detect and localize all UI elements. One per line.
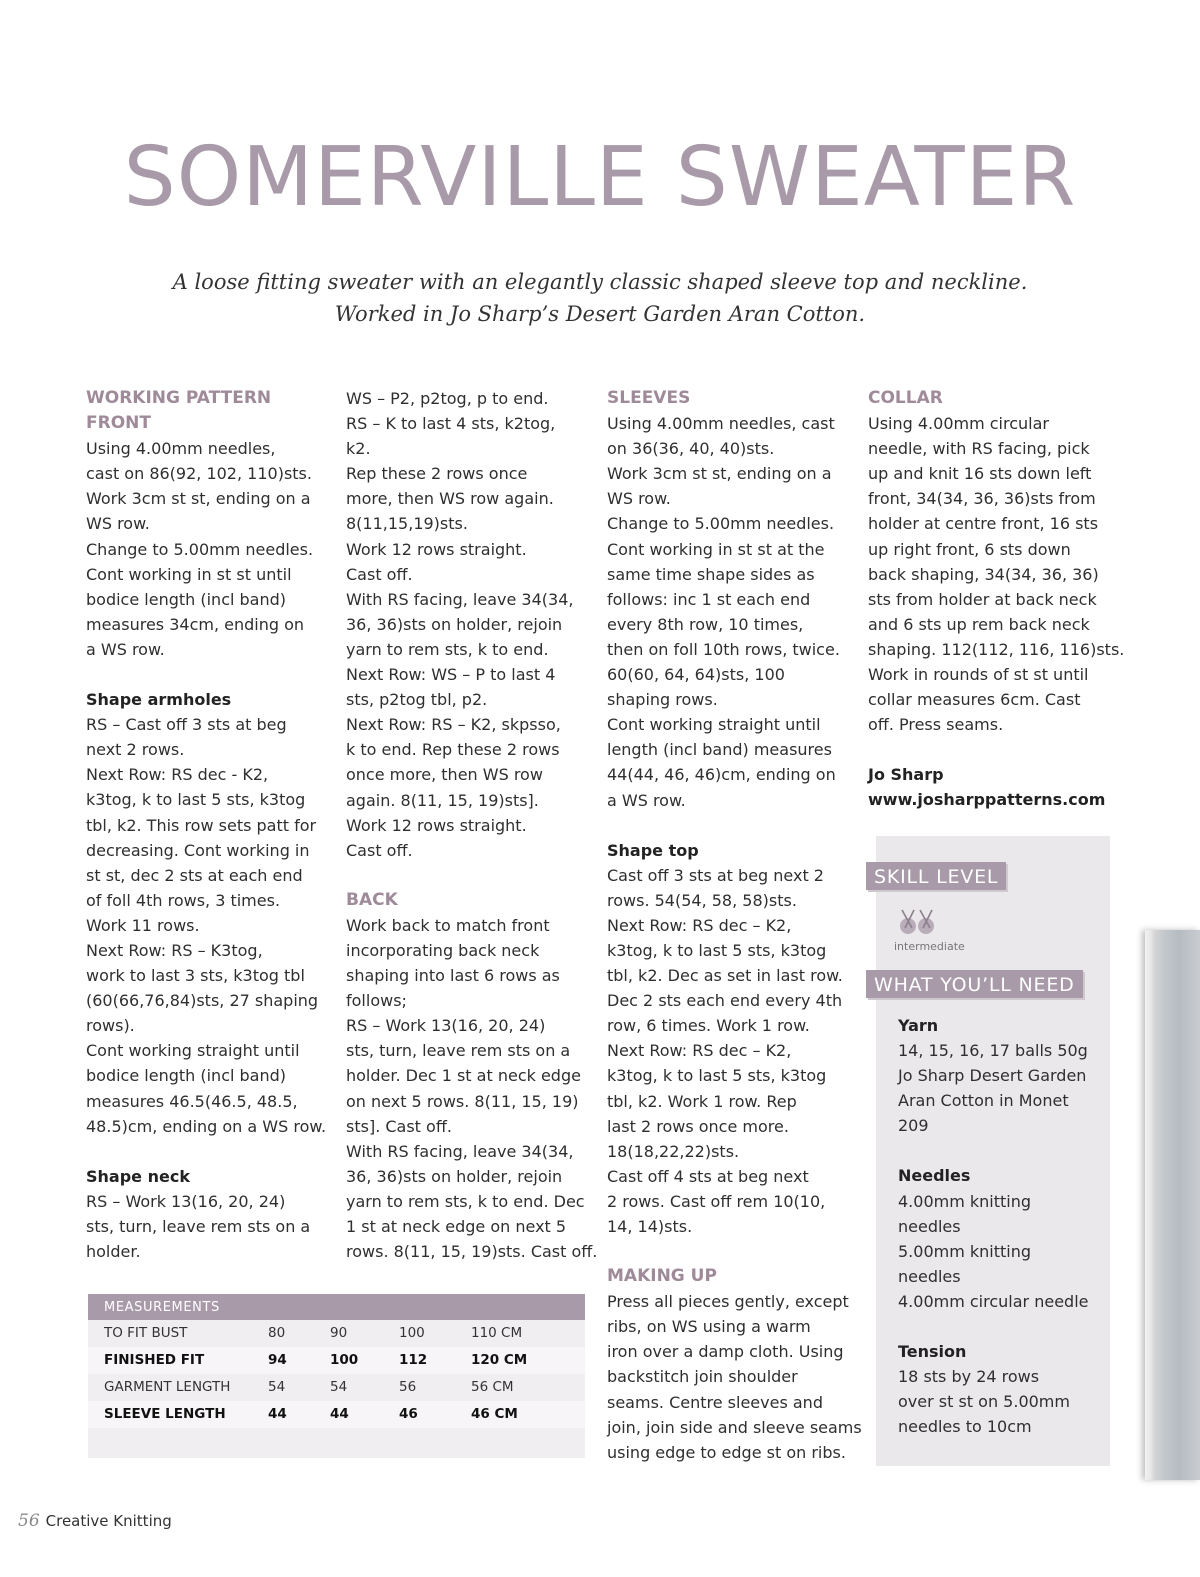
row-label: TO FIT BUST [104,1325,188,1341]
text-line: shaping rows. [607,690,718,710]
text-line: sts, turn, leave rem sts on a [346,1041,571,1061]
text-line: more, then WS row again. [346,489,554,509]
heading-sleeves: SLEEVES [607,388,691,408]
heading-back: BACK [346,889,398,910]
text-line: rows. 54(54, 58, 58)sts. [607,890,797,910]
top-text [607,863,862,1239]
text-line: Press all pieces gently, except [607,1292,849,1312]
text-line: 36, 36)sts on holder, rejoin [346,1166,563,1186]
page-footer [18,1511,172,1531]
text-line: 14, 15, 16, 17 balls 50g [898,1041,1088,1061]
heading-shape-top: Shape top [607,840,699,860]
materials-list [898,1013,1088,1439]
text-line: 8(11,15,19)sts. [346,514,468,534]
text-line: With RS facing, leave 34(34, [346,1141,574,1161]
heading-yarn: Yarn [898,1016,939,1035]
text-line: sts from holder at back neck [868,589,1097,609]
page-number: 56 [18,1511,40,1531]
text-line: every 8th row, 10 times, [607,614,804,634]
text-line: With RS facing, leave 34(34, [346,589,574,609]
text-line: shaping. 112(112, 116, 116)sts. [868,639,1125,659]
text-line: Next Row: RS dec – K2, [607,915,792,935]
heading-collar: COLLAR [868,388,943,408]
heading-working-pattern: WORKING PATTERN [86,388,272,408]
skill-level-tab: SKILL LEVEL [866,862,1006,890]
column-front-cont [346,386,597,1264]
yarn-text [898,1038,1088,1138]
text-line: tbl, k2. Work 1 row. Rep [607,1091,797,1111]
text-line: Cast off. [346,564,413,584]
subtitle-line: Worked in Jo Sharp’s Desert Garden Aran Cotton. [334,302,866,326]
cell: 46 [399,1406,418,1422]
text-line: Work back to match front [346,915,550,935]
text-line: Change to 5.00mm needles. [607,514,835,534]
text-line: collar measures 6cm. Cast [868,690,1081,710]
text-line: Cast off 3 sts at beg next 2 [607,865,824,885]
text-line: tbl, k2. This row sets patt for [86,815,317,835]
heading-tension: Tension [898,1342,967,1362]
heading-shape-neck: Shape neck [86,1166,190,1186]
text-line: and 6 sts up rem back neck [868,614,1090,634]
text-line: incorporating back neck [346,940,540,960]
table-row [88,1401,585,1428]
cell: 56 [399,1379,417,1395]
text-line: follows: inc 1 st each end [607,589,811,609]
heading-front: FRONT [86,413,151,434]
text-line: RS – K to last 4 sts, k2tog, [346,414,556,434]
text-line: Change to 5.00mm needles. [86,539,314,559]
text-line: using edge to edge st on ribs. [607,1442,846,1462]
text-line: 18 sts by 24 rows [898,1367,1040,1387]
text-line: Cont working straight until [86,1041,300,1061]
text-line: Jo Sharp Desert Garden [898,1066,1087,1086]
text-line: 60(60, 64, 64)sts, 100 [607,665,785,685]
text-line: Work 3cm st st, ending on a [607,464,832,484]
text-line: RS – Cast off 3 sts at beg [86,715,287,735]
text-line: up and knit 16 sts down left [868,464,1092,484]
text-line: WS – P2, p2tog, p to end. [346,389,549,408]
text-line: 1 st at neck edge on next 5 [346,1217,567,1236]
text-line: 44(44, 46, 46)cm, ending on [607,765,836,785]
neck-text [86,1189,326,1264]
text-line: Next Row: RS dec - K2, [86,765,269,785]
front-cont-text [346,386,597,863]
text-line: decreasing. Cont working in [86,840,310,860]
cell: 54 [268,1379,286,1395]
table-row [88,1320,585,1347]
cell: 80 [268,1325,286,1341]
column-front [86,386,326,1264]
cell: 110 CM [471,1325,523,1341]
text-line: Aran Cotton in Monet [898,1091,1069,1111]
text-line: yarn to rem sts, k to end. [346,639,549,659]
table-row [88,1347,585,1374]
text-line: k to end. Rep these 2 rows [346,740,560,760]
text-line: length (incl band) measures [607,740,832,760]
text-line: Cast off. [346,840,413,860]
text-line: Work in rounds of st st until [868,665,1089,685]
text-line: ribs, on WS using a warm [607,1317,811,1337]
text-line: Cont working straight until [607,715,821,735]
text-line: 4.00mm knitting [898,1191,1032,1211]
text-line: Rep these 2 rows once [346,464,528,484]
text-line: off. Press seams. [868,715,1004,735]
text-line: seams. Centre sleeves and [607,1392,823,1412]
text-line: follows; [346,991,407,1011]
text-line: st st, dec 2 sts at each end [86,865,303,885]
text-line: Cast off 4 sts at beg next [607,1166,809,1186]
text-line: again. 8(11, 15, 19)sts]. [346,790,539,810]
text-line: join, join side and sleeve seams [607,1417,862,1437]
row-label: SLEEVE LENGTH [104,1406,226,1422]
text-line: then on foll 10th rows, twice. [607,639,840,659]
text-line: once more, then WS row [346,765,543,785]
text-line: needles to 10cm [898,1417,1032,1437]
text-line: k3tog, k to last 5 sts, k3tog [607,1066,827,1086]
text-line: 36, 36)sts on holder, rejoin [346,614,563,634]
text-line: front, 34(34, 36, 36)sts from [868,489,1096,509]
text-line: Work 11 rows. [86,915,200,935]
text-line: Cont working in st st at the [607,539,825,559]
text-line: work to last 3 sts, k3tog tbl [86,966,305,986]
cell: 112 [399,1352,428,1368]
text-line: needle, with RS facing, pick [868,439,1090,459]
text-line: Dec 2 sts each end every 4th [607,991,843,1011]
row-label: FINISHED FIT [104,1352,205,1368]
cell: 100 [330,1352,359,1368]
text-line: cast on 86(92, 102, 110)sts. [86,464,312,484]
text-line: sts, turn, leave rem sts on a [86,1216,311,1236]
column-collar [868,386,1124,813]
text-line: k2. [346,439,371,459]
text-line: on next 5 rows. 8(11, 15, 19) [346,1091,579,1111]
text-line: Next Row: RS – K2, skpsso, [346,715,561,735]
text-line: same time shape sides as [607,564,815,584]
text-line: rows). [86,1016,135,1036]
cell: 120 CM [471,1352,528,1368]
text-line: 4.00mm circular needle [898,1291,1089,1311]
text-line: backstitch join shoulder [607,1367,798,1387]
back-text [346,913,597,1264]
cell: 94 [268,1352,287,1368]
text-line: of foll 4th rows, 3 times. [86,890,281,910]
text-line: Cont working in st st until [86,564,292,584]
text-line: next 2 rows. [86,740,185,760]
column-sleeves [607,386,862,1465]
text-line: Next Row: RS – K3tog, [86,940,263,960]
text-line: shaping into last 6 rows as [346,966,560,986]
what-you-need-tab: WHAT YOU’LL NEED [866,970,1083,998]
measurements-header: MEASUREMENTS [88,1294,585,1320]
text-line: k3tog, k to last 5 sts, k3tog [607,940,827,960]
text-line: iron over a damp cloth. Using [607,1342,844,1362]
text-line: bodice length (incl band) [86,1066,287,1086]
needles-text [898,1189,1088,1314]
text-line: bodice length (incl band) [86,589,287,609]
heading-making-up: MAKING UP [607,1266,717,1287]
text-line: holder. [86,1242,141,1261]
text-line: holder. Dec 1 st at neck edge [346,1066,581,1086]
tension-text [898,1364,1088,1439]
sleeves-text [607,411,862,813]
text-line: 18(18,22,22)sts. [607,1141,740,1161]
text-line: Next Row: WS – P to last 4 [346,665,556,685]
text-line: yarn to rem sts, k to end. Dec [346,1191,585,1211]
yarn-ball-icon [894,906,944,940]
text-line: last 2 rows once more. [607,1116,789,1136]
website-link[interactable]: www.josharppatterns.com [868,790,1106,810]
text-line: RS – Work 13(16, 20, 24) [346,1016,546,1036]
text-line: needles [898,1216,961,1236]
text-line: sts]. Cast off. [346,1116,452,1136]
text-line: a WS row. [86,639,165,659]
sweater-photo-edge [1145,930,1200,1480]
skill-level-label: intermediate [894,940,965,953]
text-line: Work 12 rows straight. [346,539,527,559]
text-line: up right front, 6 sts down [868,539,1071,559]
text-line: Work 3cm st st, ending on a [86,489,311,509]
text-line: holder at centre front, 16 sts [868,514,1099,534]
text-line: over st st on 5.00mm [898,1392,1070,1412]
subtitle [0,266,1200,330]
text-line: Using 4.00mm needles, cast [607,414,835,434]
text-line: k3tog, k to last 5 sts, k3tog [86,790,306,810]
row-label: GARMENT LENGTH [104,1379,231,1395]
cell: 56 CM [471,1379,514,1395]
text-line: row, 6 times. Work 1 row. [607,1016,810,1036]
text-line: 5.00mm knitting [898,1241,1032,1261]
text-line: (60(66,76,84)sts, 27 shaping [86,991,319,1011]
heading-shape-armholes: Shape armholes [86,690,232,710]
magazine-name: Creative Knitting [45,1512,172,1530]
armholes-text [86,712,326,1139]
text-line: 14, 14)sts. [607,1217,693,1236]
collar-text [868,411,1124,737]
subtitle-line: A loose fitting sweater with an elegantly classic shaped sleeve top and neckline. [172,270,1028,294]
text-line: 2 rows. Cast off rem 10(10, [607,1191,826,1211]
text-line: 209 [898,1116,929,1136]
text-line: Next Row: RS dec – K2, [607,1041,792,1061]
text-line: Using 4.00mm circular [868,414,1049,434]
text-line: WS row. [86,514,150,534]
cell: 90 [330,1325,348,1341]
table-row [88,1374,585,1401]
text-line: RS – Work 13(16, 20, 24) [86,1191,286,1211]
measurements-table [88,1294,585,1458]
cell: 54 [330,1379,348,1395]
heading-needles: Needles [898,1166,971,1186]
text-line: 48.5)cm, ending on a WS row. [86,1116,327,1136]
author-name: Jo Sharp [868,765,944,785]
text-line: a WS row. [607,790,686,810]
text-line: sts, p2tog tbl, p2. [346,690,488,710]
page-title: SOMERVILLE SWEATER [123,130,1077,225]
making-up-text [607,1289,862,1465]
text-line: rows. 8(11, 15, 19)sts. Cast off. [346,1242,598,1262]
text-line: needles [898,1266,961,1286]
text-line: measures 46.5(46.5, 48.5, [86,1091,298,1111]
cell: 44 [268,1406,287,1422]
text-line: back shaping, 34(34, 36, 36) [868,564,1099,584]
front-text [86,436,326,662]
text-line: tbl, k2. Dec as set in last row. [607,966,843,986]
text-line: Using 4.00mm needles, [86,439,276,459]
text-line: on 36(36, 40, 40)sts. [607,439,775,459]
text-line: Work 12 rows straight. [346,815,527,835]
cell: 44 [330,1406,349,1422]
cell: 46 CM [471,1406,518,1422]
text-line: measures 34cm, ending on [86,614,305,634]
text-line: WS row. [607,489,671,509]
cell: 100 [399,1325,425,1341]
skill-level-badge [894,906,974,956]
